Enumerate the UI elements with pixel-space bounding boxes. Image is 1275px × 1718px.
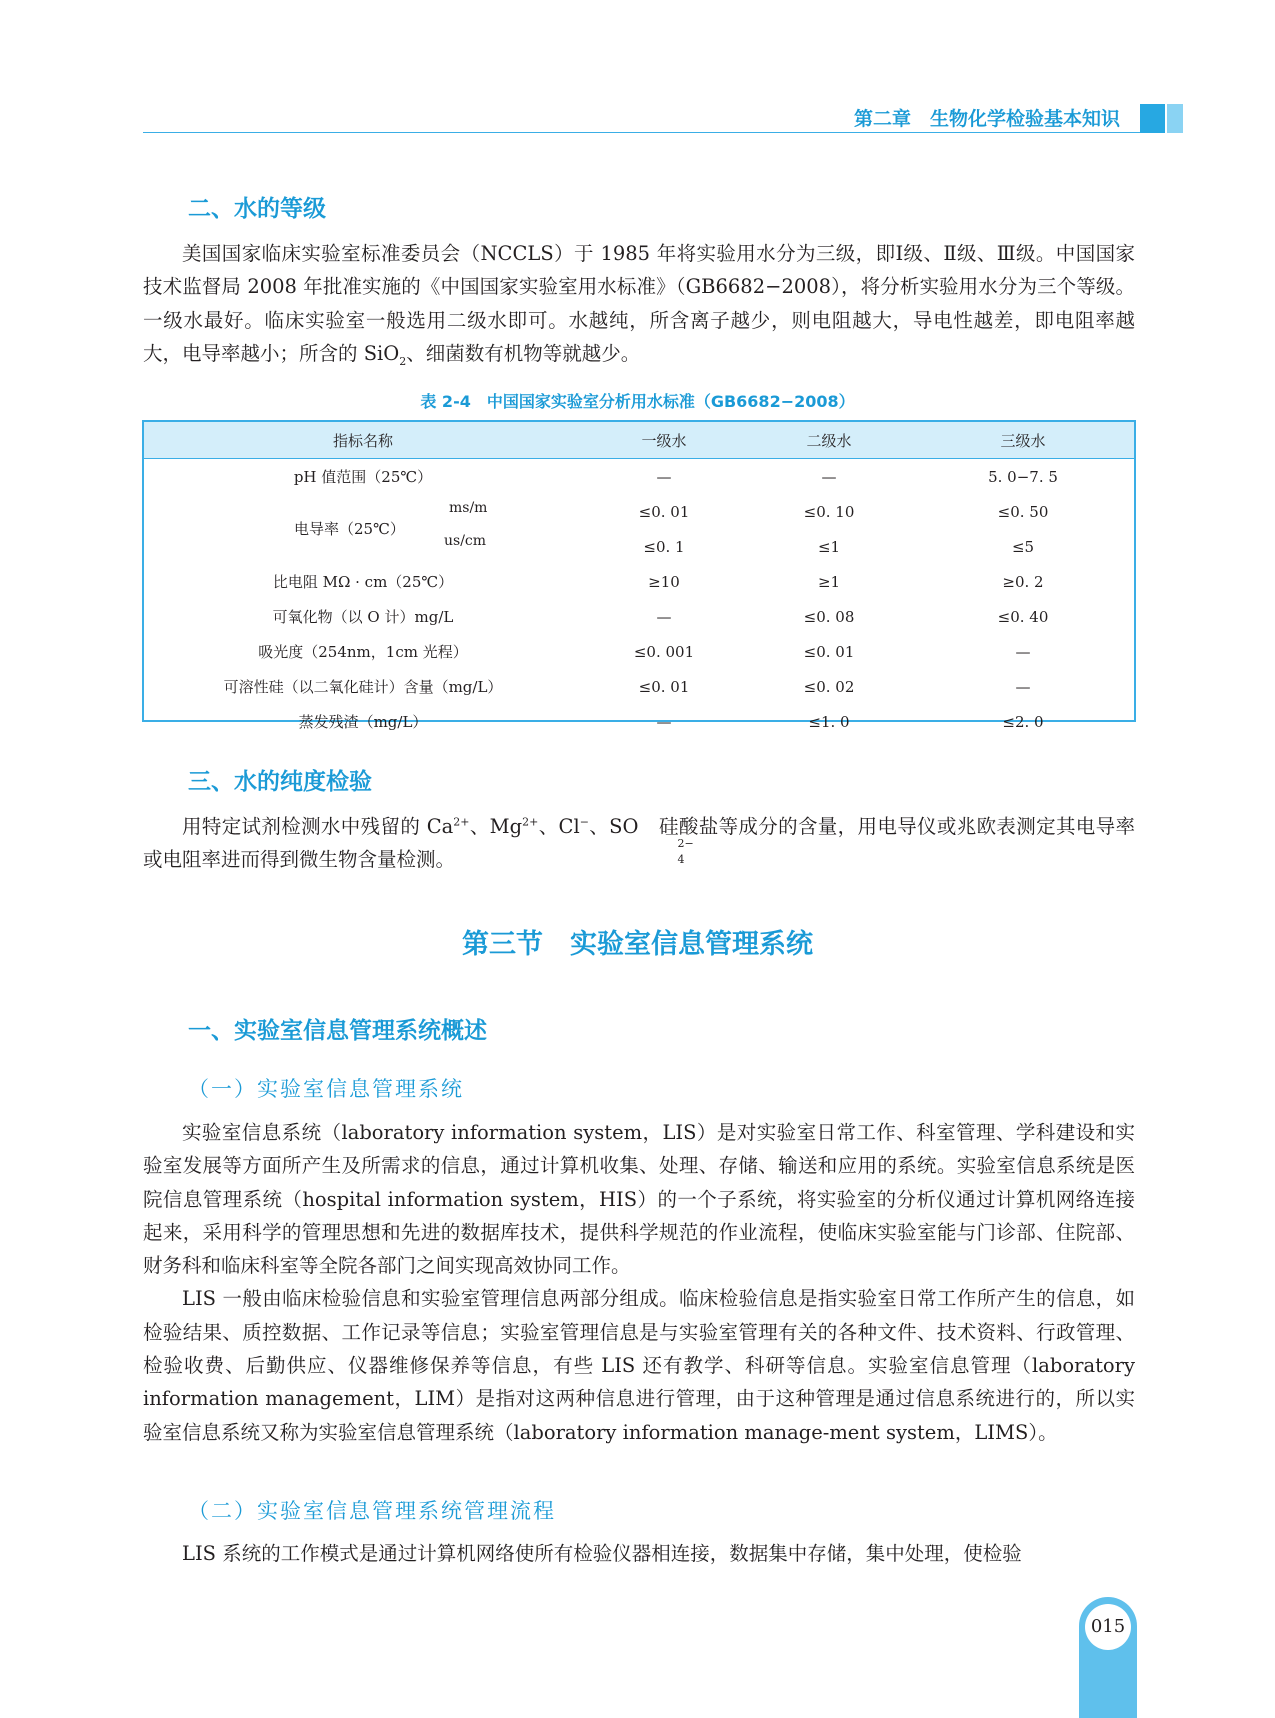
table-row bbox=[144, 564, 1134, 599]
col-header-grade2: 二级水 bbox=[746, 422, 912, 459]
water-standard-table bbox=[142, 420, 1136, 731]
row-value: ≤0. 10 bbox=[803, 502, 855, 521]
row-value: ≤0. 50 bbox=[997, 502, 1049, 521]
row-value: ≥10 bbox=[648, 572, 680, 591]
table-row bbox=[144, 634, 1134, 669]
lims-paragraph-2: LIS 一般由临床检验信息和实验室管理信息两部分组成。临床检验信息是指实验室日常工作所产生的信息，如检验结果、质控数据、工作记录等信息；实验室管理信息是与实验室管理有关的各种文件、技术资料、行政管理、检验收费、后勤供应、仪器维修保养等信息，有些 LIS 还有教学、科研等信息。实验室信息管理（laboratory information management，LIM）是指对这两种信息进行管理，由于这种管理是通过信息系统进行的，所以实验室信息系统又称为实验室信息管理系统（laboratory information manage-ment system，LIMS）。 bbox=[143, 1287, 1135, 1444]
row-value: — bbox=[656, 607, 672, 626]
row-name: pH 值范围（25℃） bbox=[293, 468, 433, 486]
row-value: ≤0. 1 bbox=[643, 537, 685, 556]
row-value: ≤0. 01 bbox=[803, 642, 855, 661]
row-value: ≤0. 001 bbox=[633, 642, 695, 661]
subsection-heading-1: （一）实验室信息管理系统 bbox=[188, 1077, 464, 1101]
row-value: ≤0. 01 bbox=[638, 502, 690, 521]
conductivity-cell bbox=[144, 494, 582, 564]
row-value: ≤5 bbox=[1011, 537, 1035, 556]
col-header-grade3: 三级水 bbox=[912, 422, 1134, 459]
row-value: — bbox=[1015, 642, 1031, 661]
lims-overview-heading: 一、实验室信息管理系统概述 bbox=[188, 1018, 487, 1044]
table-caption: 表 2-4 中国国家实验室分析用水标准（GB6682−2008） bbox=[420, 392, 855, 411]
row-value: ≤0. 40 bbox=[997, 607, 1049, 626]
purity-heading: 三、水的纯度检验 bbox=[188, 769, 372, 795]
purity-paragraph: 用特定试剂检测水中残留的 $Ca^{2+}$、$Mg^{2+}$、Cl−、SO 2− 4 硅酸盐等成分的含量，用电导仪或兆欧表测定其电导率或电阻率进而得到微生物含量检测。 bbox=[143, 815, 1136, 872]
conductivity-unit-us: us/cm bbox=[444, 533, 487, 549]
row-value: ≤0. 02 bbox=[803, 677, 855, 696]
header-color-block bbox=[1140, 104, 1165, 133]
conductivity-unit-ms: ms/m bbox=[449, 500, 488, 516]
row-value: ≤0. 01 bbox=[638, 677, 690, 696]
row-name: 比电阻 MΩ · cm（25℃） bbox=[272, 573, 454, 591]
table-row bbox=[144, 669, 1134, 704]
row-value: — bbox=[656, 467, 672, 486]
subsection-heading-2: （二）实验室信息管理系统管理流程 bbox=[188, 1499, 556, 1523]
header-color-block-light bbox=[1167, 104, 1183, 133]
row-name: 吸光度（254nm，1cm 光程） bbox=[258, 643, 468, 661]
col-header-grade1: 一级水 bbox=[582, 422, 746, 459]
water-grade-heading: 二、水的等级 bbox=[188, 196, 326, 222]
col-header-name: 指标名称 bbox=[144, 422, 582, 459]
lims-paragraphs bbox=[143, 1116, 1135, 1449]
row-value: ≤2. 0 bbox=[1002, 712, 1044, 731]
row-value: ≤1 bbox=[817, 537, 841, 556]
conductivity-label: 电导率（25℃） bbox=[294, 520, 405, 538]
row-name: 可氧化物（以 O 计）mg/L bbox=[272, 608, 454, 626]
table-row bbox=[144, 494, 1134, 529]
page-number: 015 bbox=[1085, 1604, 1131, 1650]
row-value: — bbox=[821, 467, 837, 486]
water-grade-paragraph: 美国国家临床实验室标准委员会（NCCLS）于 1985 年将实验用水分为三级，即Ⅰ级、Ⅱ级、Ⅲ级。中国国家技术监督局 2008 年批准实施的《中国国家实验室用水标准》（GB6682−2008），将分析实验用水分为三个等级。一级水最好。临床实验室一般选用二级水即可。水越纯，所含离子越少，则电阻越大，导电性越差，即电阻率越大，电导率越小；所含的 SiO$_2$、细菌数有机物等就越少。 bbox=[143, 242, 1135, 368]
row-value: ≤1. 0 bbox=[808, 712, 850, 731]
table-row bbox=[144, 599, 1134, 634]
lims-workflow-paragraph: LIS 系统的工作模式是通过计算机网络使所有检验仪器相连接，数据集中存储，集中处理，使检验 bbox=[182, 1542, 1022, 1565]
row-value: ≥0. 2 bbox=[1002, 572, 1044, 591]
table-header-row bbox=[144, 422, 1134, 459]
row-value: ≥1 bbox=[817, 572, 841, 591]
chapter-title: 第二章 生物化学检验基本知识 bbox=[853, 108, 1120, 130]
row-value: 5. 0−7. 5 bbox=[988, 467, 1058, 486]
lims-paragraph-1: 实验室信息系统（laboratory information system，LIS）是对实验室日常工作、科室管理、学科建设和实验室发展等方面所产生及所需求的信息，通过计算机收集、处理、存储、输送和应用的系统。实验室信息系统是医院信息管理系统（hospital information system，HIS）的一个子系统，将实验室的分析仪通过计算机网络连接起来，采用科学的管理思想和先进的数据库技术，提供科学规范的作业流程，使临床实验室能与门诊部、住院部、财务科和临床科室等全院各部门之间实现高效协同工作。 bbox=[143, 1121, 1135, 1278]
header-rule bbox=[143, 132, 1146, 133]
row-value: ≤0. 08 bbox=[803, 607, 855, 626]
row-name: 蒸发残渣（mg/L） bbox=[298, 713, 428, 731]
table-row bbox=[144, 459, 1134, 495]
row-name: 可溶性硅（以二氧化硅计）含量（mg/L） bbox=[223, 678, 503, 696]
row-value: — bbox=[1015, 677, 1031, 696]
table-row bbox=[144, 704, 1134, 739]
section-title: 第三节 实验室信息管理系统 bbox=[462, 929, 813, 960]
row-value: — bbox=[656, 712, 672, 731]
